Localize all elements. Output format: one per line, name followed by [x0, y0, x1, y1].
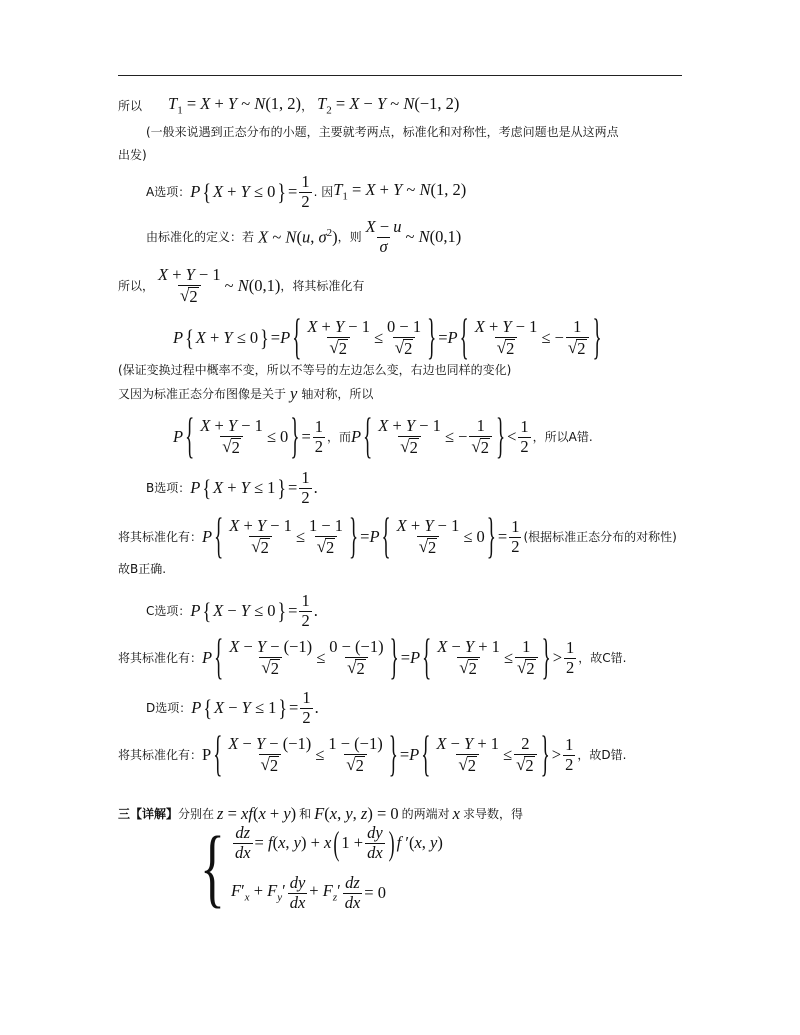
formula-a-transform: P { X + Y ≤ 0 } = P { X + Y − 1 √ 2 ≤ 0 − 1 √ 2 } = P { X + Y − 1 √ 2 ≤ − 1 √ 2 } — [173, 310, 602, 366]
option-b-label: B选项： — [146, 481, 191, 495]
line-standardize: 所以， X + Y − 1 √ 2 ~ N(0,1) ，将其标准化有 — [118, 265, 365, 306]
text-suoyi2: 所以， — [118, 279, 155, 293]
frac-one-half: $\frac{1}{2}$ — [301, 172, 310, 211]
note-prob-invariance — [118, 364, 511, 376]
part3-text1: 分别在 — [178, 807, 215, 822]
part3-heading: 三【详解】 — [118, 807, 179, 822]
text-def-mid: ，则 — [337, 230, 362, 244]
line-std-definition — [146, 219, 461, 255]
line-option-b: B选项： P { X + Y ≤ 1 } = $\frac{1}{2}$ . — [146, 468, 318, 507]
equation-system — [200, 819, 443, 917]
text-def-prefix: 由标准化的定义：若 — [146, 230, 255, 244]
line-option-a: A选项： P { X + Y ≤ 0 } = $\frac{1}{2}$ . 因 $T_1 = X + Y$ ~ N(1, 2) — [146, 172, 467, 211]
text-d-conclusion: ，故D错. — [577, 748, 627, 762]
note-general-line1 — [146, 126, 619, 138]
formula-normal-dist: X ~ N(u, $\sigma^2$) — [258, 227, 338, 247]
part3-text4: 求导数，得 — [463, 807, 524, 822]
header-rule — [118, 75, 682, 76]
line-option-d: D选项： P { X − Y ≤ 1 } = $\frac{1}{2}$ . — [146, 688, 319, 727]
text-c-conclusion: ，故C错. — [578, 651, 627, 665]
note-prob-invariance-text: (保证变换过程中概率不变，所以不等号的左边怎么变，右边也同样的变化) — [118, 363, 512, 377]
option-c-label: C选项： — [146, 604, 191, 618]
text-std-suffix: ，将其标准化有 — [280, 279, 365, 293]
part3-text3: 的两端对 — [401, 807, 450, 822]
note-general-line2 — [118, 149, 147, 161]
part3-text2: 和 — [299, 807, 312, 822]
text-b-note: (根据标准正态分布的对称性) — [523, 530, 677, 544]
option-d-label: D选项： — [146, 701, 192, 715]
formula-c-transform: 将其标准化有： P { X − Y − (−1) √ 2 ≤ 0 − (−1) √ 2 } = P { X − Y + 1 √ 2 ≤ 1 √ 2 } > $\frac{1}{2}$ ，故C错. — [118, 630, 627, 686]
line-option-c: C选项： P { X − Y ≤ 0 } = $\frac{1}{2}$ . — [146, 591, 318, 630]
formula-a-conclusion: P { X + Y − 1 √ 2 ≤ 0 } = $\frac{1}{2}$ ，而 P { X + Y − 1 √ 2 ≤ − 1 √ 2 } < $\frac{1}{2}$ ，所以A错. — [173, 409, 593, 465]
formula-a-t1: $T_1 = X + Y$ ~ N(1, 2) — [333, 179, 467, 203]
text-sym-prefix: 又因为标准正态分布图像是关于 — [118, 387, 287, 402]
text-suoyi: 所以 — [118, 99, 143, 114]
text-b-std-label: 将其标准化有： — [118, 530, 203, 544]
note-general-text1: (一般来说遇到正态分布的小题，主要就考两点，标准化和对称性，考虑问题也是从这两点 — [146, 125, 619, 139]
note-general-text2: 出发) — [118, 148, 147, 162]
text-er: ，而 — [327, 430, 352, 444]
formula-b-transform: 将其标准化有： P { X + Y − 1 √ 2 ≤ 1 − 1 √ 2 } = P { X + Y − 1 √ 2 ≤ 0 } = $\frac{1}{2}$ (根据标准正态分布的对称性) — [118, 509, 677, 565]
text-yin: . 因 — [313, 185, 334, 199]
line-b-conclusion — [118, 563, 166, 575]
frac-standardized: $\frac{X - u}{\sigma}$ — [365, 217, 402, 256]
line-symmetry: 又因为标准正态分布图像是关于 y 轴对称，所以 — [118, 384, 374, 403]
system-brace: { — [200, 819, 225, 917]
text-c-std-label: 将其标准化有： — [118, 651, 203, 665]
system-eq2: $F'_x + F_y'$ $\frac{dy}{dx}$ + $F_z'$ $\frac{dz}{dx}$ = 0 — [230, 873, 386, 912]
line-t1-t2 — [118, 96, 459, 116]
frac-xy1-sqrt2: X + Y − 1 √ 2 — [158, 265, 221, 306]
formula-a-statement: P — [190, 181, 201, 201]
text-d-std-label: 将其标准化有： — [118, 748, 203, 762]
formula-std-normal: ~ N(0,1) — [405, 226, 462, 246]
text-a-conclusion: ，所以A错. — [532, 430, 593, 444]
option-a-label: A选项： — [146, 185, 191, 199]
system-eq1: $\frac{dz}{dx}$ = f(x, y) + x ( 1 + $\frac{dy}{dx}$ ) f ′(x, y) — [234, 823, 443, 862]
text-sep: ， — [301, 99, 314, 114]
formula-t2: $T_2 = X - Y$ ~ N(−1, 2) — [317, 94, 460, 117]
text-b-conclusion: 故B正确. — [118, 562, 167, 576]
text-sym-suffix: 轴对称，所以 — [301, 387, 374, 402]
formula-t1: $T_1 = X + Y$ ~ N(1, 2) — [168, 94, 302, 117]
formula-d-transform: 将其标准化有： P { X − Y − (−1) √ 2 ≤ 1 − (−1) √ 2 } = P { X − Y + 1 √ 2 ≤ 2 √ 2 } > $\frac{1}{2}$ ，故D错. — [118, 727, 627, 783]
line-part3-head: 三【详解】 分别在 z = xf(x + y) 和 F(x, y, z) = 0 的两端对 x 求导数，得 — [118, 804, 524, 823]
